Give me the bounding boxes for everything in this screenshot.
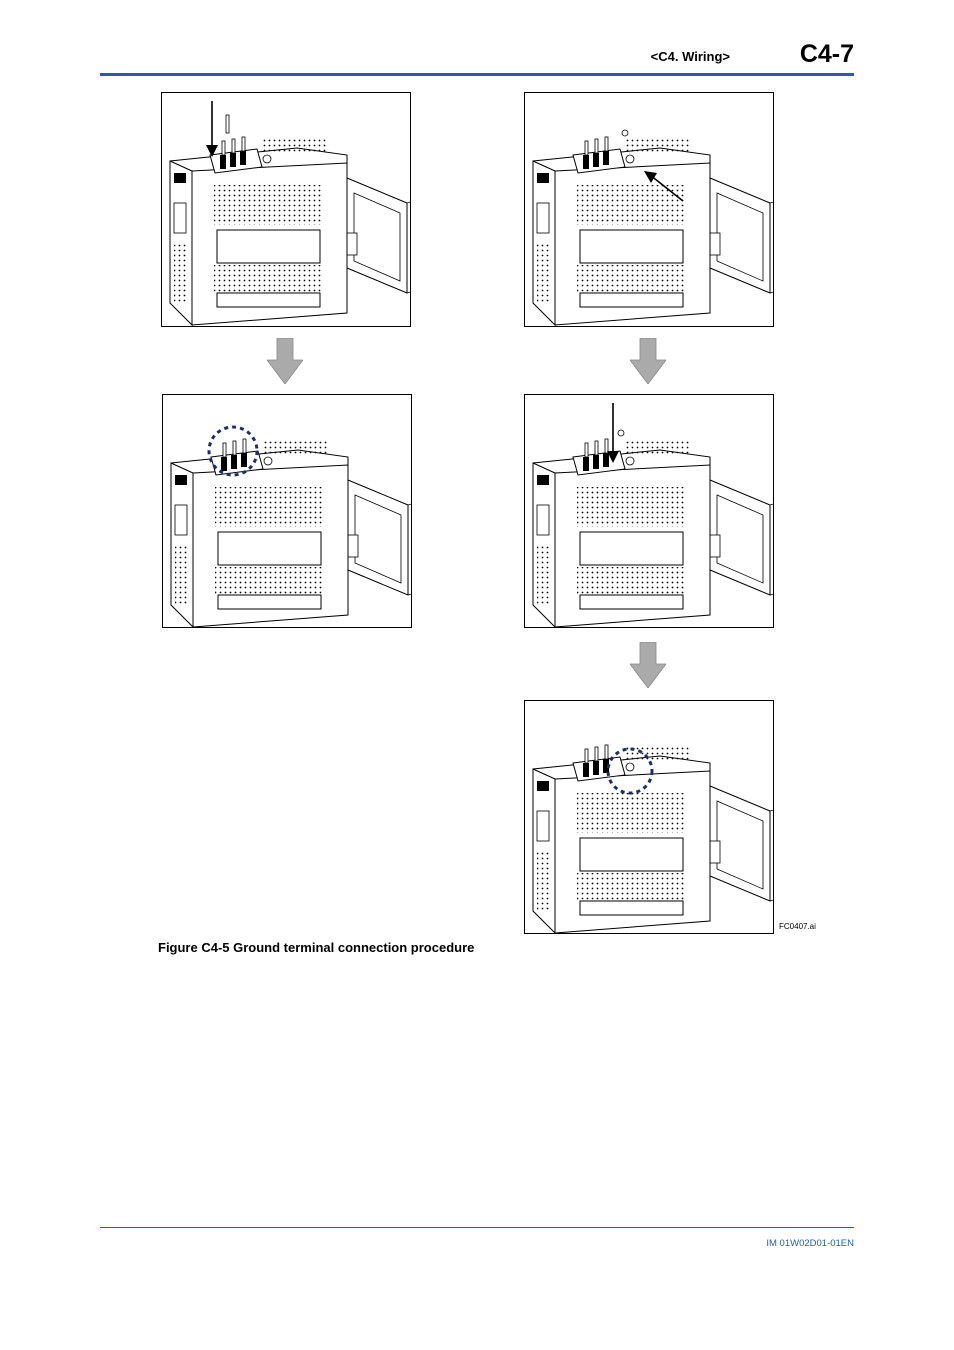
step-panel-wire-connected-check [162, 394, 412, 628]
section-header: <C4. Wiring> [650, 49, 730, 64]
flow-arrow-down [630, 338, 666, 384]
flow-arrow-down [267, 338, 303, 384]
step-panel-tighten-screw [524, 92, 774, 327]
flow-arrow-down [630, 642, 666, 688]
document-id: IM 01W02D01-01EN [766, 1238, 854, 1249]
figure-caption: Figure C4-5 Ground terminal connection procedure [158, 940, 475, 955]
step-panel-connection-complete-check [524, 700, 774, 934]
figure-file-tag: FC0407.ai [779, 922, 816, 931]
header-rule [100, 73, 854, 76]
step-panel-push-terminal-block [524, 394, 774, 628]
step-panel-insert-ground-wire [161, 92, 411, 327]
page-number: C4-7 [799, 40, 854, 68]
footer-rule [100, 1227, 854, 1228]
